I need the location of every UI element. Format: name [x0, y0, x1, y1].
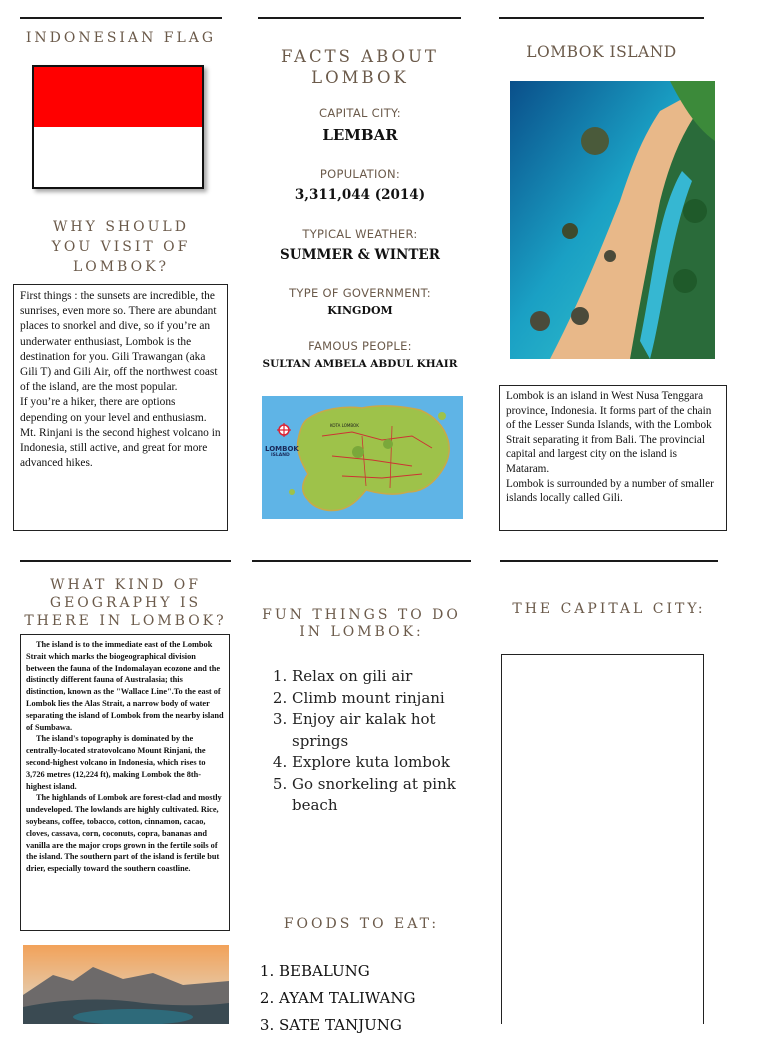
fun-item: 4. Explore kuta lombok — [292, 752, 487, 774]
why-visit-paragraph: First things : the sunsets are incredible, the sunrises, even more so. There are abundant places to snorkel and dive, so if you’re an underwater enthusiast, Lombok is the destination for you. Gili Trawangan (aka Gili T) and Gili Air, off the northwest coast of the island, are the most popular. — [20, 290, 218, 394]
geography-paragraph: The island's topography is dominated by the centrally-located stratovolcano Mount Rinjani, the second-highest volcano in Indonesia, which rises to 3,726 metres (12,224 ft), making Lombok the 8th-highest island. — [26, 734, 206, 791]
geography-paragraph: The island is to the immediate east of the Lombok Strait which marks the biogeographical division between the fauna of the Indomalayan ecozone and the distinctly different fauna of Australasia; this distinction, known as the "Wallace Line".To the east of Lombok lies the Alas Strait, a narrow body of water separating the island of Lombok from the nearby island of Sumbawa. — [26, 640, 224, 732]
why-visit-textbox — [13, 284, 228, 531]
lombok-map-graphic — [262, 396, 463, 519]
indonesian-flag — [32, 65, 204, 189]
population-label: POPULATION: — [319, 167, 401, 181]
flag-red-stripe — [34, 67, 202, 127]
famous-people-value: SULTAN AMBELA ABDUL KHAIR — [262, 358, 458, 370]
weather-value: SUMMER & WINTER — [280, 247, 440, 263]
panel4-top-rule — [20, 560, 231, 562]
fun-item: 5. Go snorkeling at pink beach — [292, 774, 487, 817]
geography-paragraph: The highlands of Lombok are forest-clad and mostly undeveloped. The lowlands are highly cultivated. Rice, soybeans, coffee, tobacco, cotton, cinnamon, cacao, cloves, cassava, corn, coconuts, copra, bananas and vanilla are the major crops grown in the fertile soils of the island. The southern part of the island is fertile but drier, especially toward the southern coastline. — [26, 793, 222, 874]
food-item: 1. BEBALUNG — [279, 958, 484, 985]
panel2-top-rule — [258, 17, 461, 19]
map-subtitle-label: ISLAND — [271, 453, 290, 458]
capital-city-label: CAPITAL CITY: — [318, 106, 401, 120]
fun-things-list — [272, 666, 487, 817]
lombok-island-textbox — [499, 385, 727, 531]
lombok-photo-graphic — [510, 81, 715, 359]
fun-item: 2. Climb mount rinjani — [292, 688, 487, 710]
panel3-top-rule — [499, 17, 704, 19]
panel1-top-rule — [20, 17, 222, 19]
weather-label: TYPICAL WEATHER: — [302, 227, 418, 241]
food-item: 2. AYAM TALIWANG — [279, 985, 484, 1012]
fun-item: 3. Enjoy air kalak hot springs — [292, 709, 487, 752]
lombok-island-paragraph: Lombok is an island in West Nusa Tenggara province, Indonesia. It forms part of the chain of the Lesser Sunda Islands, with the Lombok Strait separating it from Bali. The provincial capital and largest city on the island is Mataram. — [506, 390, 712, 475]
foods-title: FOODS TO EAT: — [283, 916, 440, 932]
famous-people-label: FAMOUS PEOPLE: — [308, 339, 412, 353]
why-visit-title: WHY SHOULD YOU VISIT OF LOMBOK? — [51, 219, 191, 275]
fun-item: 1. Relax on gili air — [292, 666, 487, 688]
geography-textbox — [20, 634, 230, 931]
government-label: TYPE OF GOVERNMENT: — [289, 286, 431, 300]
fun-things-title: FUN THINGS TO DO IN LOMBOK: — [262, 607, 461, 640]
geography-title: WHAT KIND OF GEOGRAPHY IS THERE IN LOMBOK? — [24, 577, 227, 629]
government-value: KINGDOM — [327, 304, 393, 317]
lombok-island-photo — [510, 81, 715, 359]
flag-white-stripe — [34, 127, 202, 187]
capital-city-image-frame — [501, 654, 704, 1024]
panel5-top-rule — [252, 560, 471, 562]
facts-title: FACTS ABOUT LOMBOK — [281, 47, 439, 87]
rinjani-photo-graphic — [23, 945, 229, 1024]
capital-city-title: THE CAPITAL CITY: — [512, 601, 706, 617]
capital-city-value: LEMBAR — [322, 126, 398, 144]
population-value: 3,311,044 (2014) — [294, 187, 426, 203]
food-item: 3. SATE TANJUNG — [279, 1012, 484, 1039]
foods-list — [259, 958, 484, 1039]
lombok-map — [262, 396, 463, 519]
map-city-label: KOTA LOMBOK — [330, 423, 359, 428]
map-title-label: LOMBOK — [265, 445, 299, 453]
lombok-island-paragraph: Lombok is surrounded by a number of smaller islands locally called Gili. — [506, 477, 714, 505]
rinjani-photo — [23, 945, 229, 1024]
flag-title: INDONESIAN FLAG — [25, 30, 217, 46]
panel6-top-rule — [500, 560, 718, 562]
why-visit-paragraph: If you’re a hiker, there are options depending on your level and enthusiasm. Mt. Rinjani is the second highest volcano in Indonesia, still active, and great for more advanced hikes. — [20, 396, 221, 470]
lombok-island-title: LOMBOK ISLAND — [526, 43, 677, 61]
